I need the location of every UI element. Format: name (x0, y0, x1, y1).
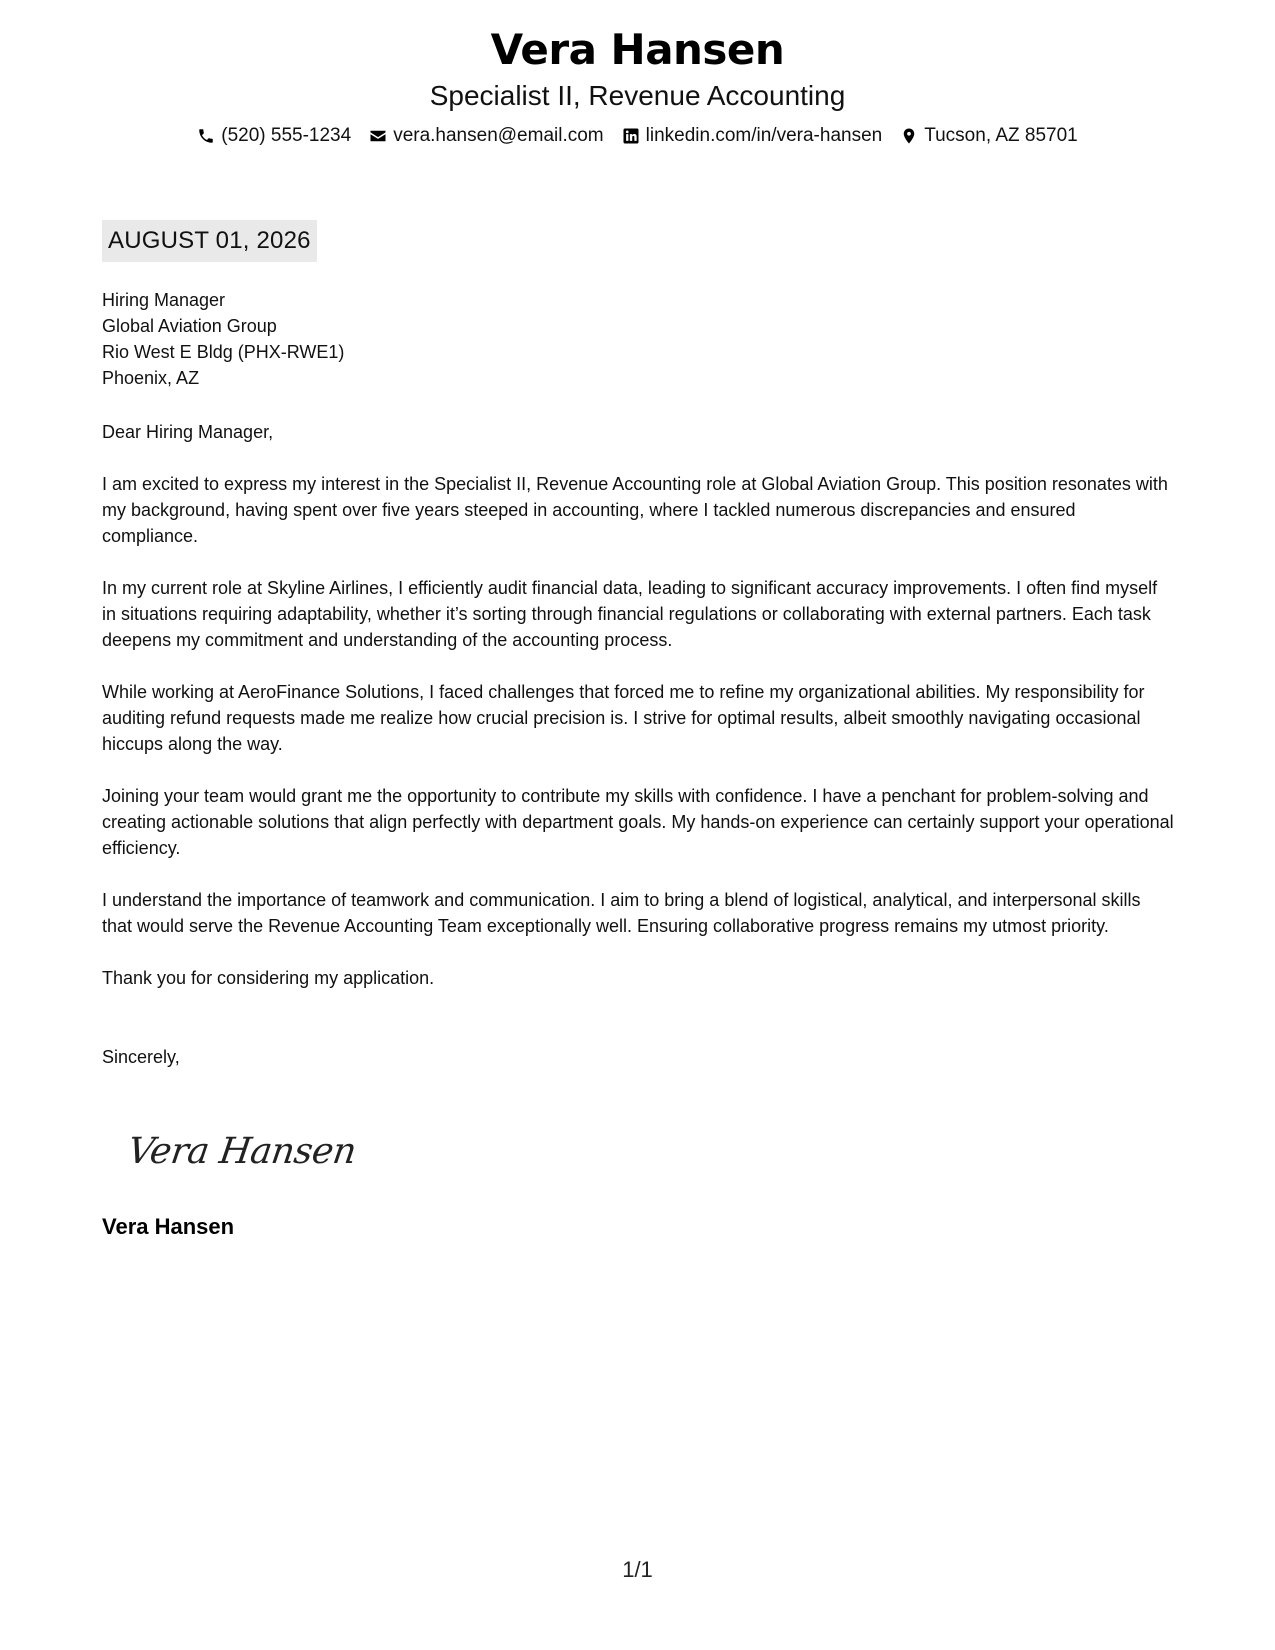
body-paragraph: I am excited to express my interest in the Specialist II, Revenue Accounting role at Global Aviation Group. This position resonates with my background, having spent over five years steeped in accounting, where I tackled numerous discrepancies and ensured compliance. (102, 474, 1168, 546)
letter-body (102, 287, 1174, 1070)
signer-name: Vera Hansen (102, 1214, 235, 1239)
applicant-title: Specialist II, Revenue Accounting (429, 80, 846, 111)
contact-linkedin[interactable] (622, 124, 883, 148)
contact-bar (0, 124, 1275, 148)
phone-text: (520) 555-1234 (221, 125, 352, 146)
map-pin-icon (900, 127, 918, 145)
signoff: Sincerely, (102, 1047, 180, 1067)
recipient-block (102, 287, 1174, 391)
recipient-line: Phoenix, AZ (102, 368, 200, 388)
envelope-icon (369, 127, 387, 145)
contact-location (900, 124, 1078, 148)
letter-header (0, 22, 1275, 148)
salutation: Dear Hiring Manager, (102, 422, 274, 442)
body-paragraph: In my current role at Skyline Airlines, I efficiently audit financial data, leading to significant accuracy improvements. I often find myself in situations requiring adaptability, whether it’s sorting through financial regulations or collaborating with external partners. Each task deepens my commitment and understanding of the accounting process. (102, 578, 1158, 650)
recipient-line: Rio West E Bldg (PHX-RWE1) (102, 342, 345, 362)
letter-date: AUGUST 01, 2026 (102, 220, 317, 262)
body-paragraph: Joining your team would grant me the opportunity to contribute my skills with confidence. I have a penchant for problem-solving and creating actionable solutions that align perfectly with department goals. My hands-on experience can certainly support your operational efficiency. (102, 786, 1174, 858)
linkedin-icon (622, 127, 640, 145)
recipient-line: Hiring Manager (102, 290, 226, 310)
page-number: 1/1 (622, 1557, 653, 1582)
linkedin-link[interactable]: linkedin.com/in/vera-hansen (645, 125, 883, 146)
phone-icon (197, 127, 215, 145)
handwritten-signature: Vera Hansen (125, 1131, 359, 1172)
body-paragraph: I understand the importance of teamwork and communication. I aim to bring a blend of logistical, analytical, and interpersonal skills that would serve the Revenue Accounting Team exceptionally well. Ensuring collaborative progress remains my utmost priority. (102, 890, 1141, 936)
contact-email[interactable] (369, 124, 603, 148)
closing-line: Thank you for considering my application. (102, 968, 435, 988)
recipient-line: Global Aviation Group (102, 316, 277, 336)
body-paragraph: While working at AeroFinance Solutions, I faced challenges that forced me to refine my organizational abilities. My responsibility for auditing refund requests made me realize how crucial precision is. I strive for optimal results, albeit smoothly navigating occasional hiccups along the way. (102, 682, 1145, 754)
email-link[interactable]: vera.hansen@email.com (393, 125, 604, 146)
contact-phone (197, 124, 351, 148)
location-text: Tucson, AZ 85701 (924, 125, 1078, 146)
applicant-name: Vera Hansen (490, 25, 785, 74)
